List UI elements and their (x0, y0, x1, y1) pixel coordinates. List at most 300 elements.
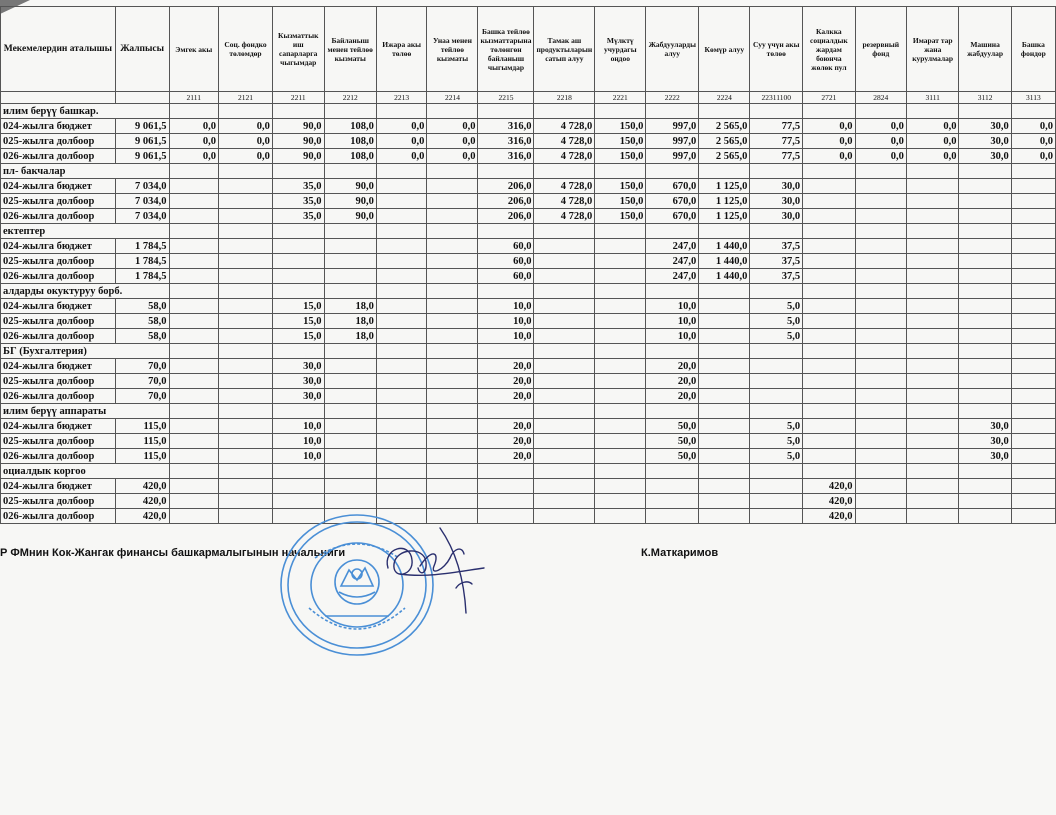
value-cell: 90,0 (272, 134, 324, 149)
empty-cell (534, 284, 595, 299)
value-cell (699, 374, 750, 389)
value-cell: 30,0 (959, 449, 1011, 464)
value-cell (906, 419, 959, 434)
value-cell (376, 359, 427, 374)
value-cell (1011, 314, 1055, 329)
value-cell (376, 254, 427, 269)
column-code: 3112 (959, 92, 1011, 104)
empty-cell (959, 164, 1011, 179)
value-cell: 0,0 (906, 149, 959, 164)
value-cell (855, 194, 906, 209)
empty-cell (1011, 464, 1055, 479)
row-label: 024-жылга бюджет (1, 179, 116, 194)
value-cell (855, 434, 906, 449)
value-cell (169, 329, 219, 344)
total-cell: 1 784,5 (115, 269, 169, 284)
table-row (1, 299, 1056, 314)
column-code: 2224 (699, 92, 750, 104)
empty-cell (272, 284, 324, 299)
empty-cell (427, 404, 478, 419)
section-title: алдарды окуктуруу борб. (1, 284, 170, 299)
column-code: 2221 (595, 92, 646, 104)
value-cell: 20,0 (646, 374, 699, 389)
value-cell (219, 389, 273, 404)
column-header: Башка фондор (1011, 7, 1055, 92)
value-cell (427, 254, 478, 269)
column-code: 2721 (803, 92, 855, 104)
value-cell: 150,0 (595, 209, 646, 224)
value-cell (324, 389, 376, 404)
value-cell (376, 314, 427, 329)
column-code: 2212 (324, 92, 376, 104)
section-title: БГ (Бухгалтерия) (1, 344, 170, 359)
empty-cell (169, 344, 219, 359)
value-cell: 60,0 (478, 269, 534, 284)
empty-cell (219, 224, 273, 239)
value-cell (324, 419, 376, 434)
column-code: 3113 (1011, 92, 1055, 104)
value-cell: 1 125,0 (699, 209, 750, 224)
empty-cell (646, 344, 699, 359)
value-cell (906, 479, 959, 494)
value-cell (803, 209, 855, 224)
value-cell (324, 254, 376, 269)
column-header: Имарат тар жана курулмалар (906, 7, 959, 92)
value-cell (324, 239, 376, 254)
value-cell: 997,0 (646, 119, 699, 134)
total-cell: 9 061,5 (115, 119, 169, 134)
row-label: 025-жылга долбоор (1, 254, 116, 269)
value-cell (855, 314, 906, 329)
empty-cell (478, 344, 534, 359)
value-cell (324, 494, 376, 509)
empty-cell (534, 104, 595, 119)
value-cell: 0,0 (169, 134, 219, 149)
empty-cell (906, 464, 959, 479)
value-cell: 10,0 (646, 329, 699, 344)
value-cell (427, 209, 478, 224)
value-cell (169, 239, 219, 254)
value-cell (534, 359, 595, 374)
table-row (1, 479, 1056, 494)
value-cell (595, 269, 646, 284)
value-cell (169, 194, 219, 209)
official-title: Р ФМнин Кок-Жангак финансы башкармалыгынын начальниги (0, 547, 346, 559)
value-cell (699, 359, 750, 374)
value-cell (376, 479, 427, 494)
value-cell: 30,0 (750, 179, 803, 194)
value-cell: 30,0 (272, 389, 324, 404)
value-cell: 0,0 (803, 149, 855, 164)
value-cell (169, 389, 219, 404)
value-cell (534, 269, 595, 284)
total-cell: 70,0 (115, 374, 169, 389)
total-cell: 58,0 (115, 329, 169, 344)
column-header: Эмгек акы (169, 7, 219, 92)
value-cell: 1 440,0 (699, 269, 750, 284)
value-cell (906, 509, 959, 524)
value-cell: 0,0 (906, 134, 959, 149)
value-cell: 20,0 (478, 359, 534, 374)
column-code (1, 92, 116, 104)
value-cell (906, 449, 959, 464)
value-cell (219, 269, 273, 284)
value-cell (272, 239, 324, 254)
value-cell: 77,5 (750, 134, 803, 149)
empty-cell (750, 164, 803, 179)
value-cell: 0,0 (169, 119, 219, 134)
row-label: 025-жылга долбоор (1, 194, 116, 209)
value-cell (219, 449, 273, 464)
empty-cell (906, 104, 959, 119)
empty-cell (427, 164, 478, 179)
value-cell: 420,0 (803, 509, 855, 524)
empty-cell (376, 344, 427, 359)
value-cell (595, 419, 646, 434)
row-label: 025-жылга долбоор (1, 134, 116, 149)
value-cell: 18,0 (324, 329, 376, 344)
value-cell: 0,0 (855, 134, 906, 149)
value-cell (478, 479, 534, 494)
value-cell (906, 494, 959, 509)
value-cell: 997,0 (646, 149, 699, 164)
value-cell (534, 299, 595, 314)
value-cell: 4 728,0 (534, 209, 595, 224)
empty-cell (959, 464, 1011, 479)
empty-cell (959, 284, 1011, 299)
value-cell: 0,0 (855, 149, 906, 164)
empty-cell (855, 404, 906, 419)
empty-cell (803, 284, 855, 299)
value-cell (906, 209, 959, 224)
value-cell: 20,0 (646, 389, 699, 404)
value-cell (855, 299, 906, 314)
value-cell (959, 374, 1011, 389)
value-cell (855, 359, 906, 374)
value-cell (272, 494, 324, 509)
empty-cell (855, 464, 906, 479)
value-cell: 5,0 (750, 314, 803, 329)
value-cell (169, 434, 219, 449)
value-cell: 90,0 (324, 194, 376, 209)
value-cell: 10,0 (478, 314, 534, 329)
value-cell (376, 434, 427, 449)
empty-cell (750, 464, 803, 479)
value-cell (646, 509, 699, 524)
empty-cell (324, 284, 376, 299)
value-cell (427, 269, 478, 284)
value-cell (272, 254, 324, 269)
value-cell: 2 565,0 (699, 119, 750, 134)
total-cell: 1 784,5 (115, 254, 169, 269)
column-header: Байланыш менен тейлөө кызматы (324, 7, 376, 92)
value-cell: 10,0 (646, 314, 699, 329)
value-cell (219, 179, 273, 194)
value-cell (699, 299, 750, 314)
row-label: 026-жылга долбоор (1, 269, 116, 284)
value-cell (595, 479, 646, 494)
value-cell (478, 494, 534, 509)
row-label: 025-жылга долбоор (1, 434, 116, 449)
value-cell (595, 359, 646, 374)
value-cell (219, 374, 273, 389)
row-label: 026-жылга долбоор (1, 209, 116, 224)
empty-cell (906, 344, 959, 359)
value-cell (427, 479, 478, 494)
table-row (1, 449, 1056, 464)
value-cell (699, 494, 750, 509)
total-cell: 7 034,0 (115, 194, 169, 209)
value-cell (803, 314, 855, 329)
value-cell (699, 419, 750, 434)
value-cell (959, 479, 1011, 494)
value-cell: 0,0 (803, 119, 855, 134)
value-cell (169, 299, 219, 314)
empty-cell (959, 104, 1011, 119)
value-cell (803, 449, 855, 464)
value-cell (1011, 269, 1055, 284)
table-row (1, 209, 1056, 224)
value-cell (959, 389, 1011, 404)
empty-cell (324, 464, 376, 479)
total-cell: 420,0 (115, 479, 169, 494)
empty-cell (534, 404, 595, 419)
value-cell (855, 389, 906, 404)
value-cell: 2 565,0 (699, 149, 750, 164)
empty-cell (699, 104, 750, 119)
value-cell (803, 374, 855, 389)
column-header: Тамак аш продуктыларын сатып алуу (534, 7, 595, 92)
value-cell: 0,0 (376, 149, 427, 164)
value-cell (427, 419, 478, 434)
value-cell (855, 494, 906, 509)
empty-cell (595, 404, 646, 419)
value-cell (534, 494, 595, 509)
empty-cell (534, 164, 595, 179)
value-cell (169, 374, 219, 389)
total-cell: 7 034,0 (115, 209, 169, 224)
empty-cell (959, 344, 1011, 359)
value-cell: 0,0 (427, 149, 478, 164)
value-cell: 150,0 (595, 149, 646, 164)
value-cell (324, 434, 376, 449)
value-cell (906, 389, 959, 404)
value-cell: 30,0 (959, 149, 1011, 164)
value-cell: 30,0 (959, 119, 1011, 134)
value-cell (803, 269, 855, 284)
value-cell (855, 209, 906, 224)
value-cell (959, 509, 1011, 524)
column-header: Соц. фондко төлөмдөр (219, 7, 273, 92)
empty-cell (272, 404, 324, 419)
value-cell (376, 209, 427, 224)
value-cell (219, 299, 273, 314)
value-cell (272, 479, 324, 494)
value-cell (219, 239, 273, 254)
value-cell (427, 299, 478, 314)
empty-cell (1011, 104, 1055, 119)
value-cell: 30,0 (750, 209, 803, 224)
column-header: резервный фонд (855, 7, 906, 92)
total-cell: 420,0 (115, 494, 169, 509)
column-header: Калкка социалдык жардам боюнча жөлөк пул (803, 7, 855, 92)
empty-cell (376, 224, 427, 239)
value-cell (534, 389, 595, 404)
value-cell: 20,0 (478, 419, 534, 434)
value-cell: 77,5 (750, 149, 803, 164)
empty-cell (855, 104, 906, 119)
value-cell (906, 194, 959, 209)
value-cell: 50,0 (646, 449, 699, 464)
column-header: Жалпысы (115, 7, 169, 92)
total-cell: 420,0 (115, 509, 169, 524)
table-row (1, 149, 1056, 164)
value-cell (595, 329, 646, 344)
value-cell (803, 254, 855, 269)
value-cell: 150,0 (595, 119, 646, 134)
value-cell: 670,0 (646, 194, 699, 209)
empty-cell (272, 224, 324, 239)
value-cell (534, 254, 595, 269)
value-cell: 0,0 (803, 134, 855, 149)
value-cell: 10,0 (272, 419, 324, 434)
value-cell (803, 299, 855, 314)
empty-cell (855, 164, 906, 179)
value-cell: 30,0 (272, 359, 324, 374)
value-cell: 90,0 (272, 149, 324, 164)
value-cell (376, 374, 427, 389)
empty-cell (646, 104, 699, 119)
empty-cell (646, 464, 699, 479)
value-cell (750, 509, 803, 524)
column-code: 22311100 (750, 92, 803, 104)
empty-cell (534, 464, 595, 479)
value-cell (595, 434, 646, 449)
value-cell (169, 494, 219, 509)
value-cell (750, 389, 803, 404)
value-cell (219, 419, 273, 434)
value-cell (906, 329, 959, 344)
empty-cell (272, 344, 324, 359)
total-cell: 9 061,5 (115, 134, 169, 149)
empty-cell (169, 224, 219, 239)
empty-cell (803, 224, 855, 239)
total-cell: 70,0 (115, 359, 169, 374)
value-cell (534, 314, 595, 329)
table-row (1, 359, 1056, 374)
empty-cell (595, 284, 646, 299)
value-cell (595, 299, 646, 314)
value-cell (376, 389, 427, 404)
column-header: Көмүр алуу (699, 7, 750, 92)
value-cell (959, 299, 1011, 314)
empty-cell (699, 164, 750, 179)
value-cell: 10,0 (272, 434, 324, 449)
value-cell (855, 269, 906, 284)
empty-cell (478, 464, 534, 479)
value-cell: 60,0 (478, 239, 534, 254)
section-row (1, 404, 1056, 419)
column-header: Ижара акы төлөө (376, 7, 427, 92)
value-cell (1011, 359, 1055, 374)
value-cell (219, 209, 273, 224)
value-cell (803, 359, 855, 374)
empty-cell (478, 284, 534, 299)
value-cell (750, 479, 803, 494)
empty-cell (219, 404, 273, 419)
value-cell: 90,0 (272, 119, 324, 134)
value-cell (427, 374, 478, 389)
value-cell (906, 254, 959, 269)
value-cell (595, 254, 646, 269)
value-cell: 0,0 (219, 134, 273, 149)
value-cell (376, 419, 427, 434)
value-cell (699, 479, 750, 494)
value-cell (376, 449, 427, 464)
value-cell: 20,0 (478, 389, 534, 404)
total-cell: 1 784,5 (115, 239, 169, 254)
table-row (1, 254, 1056, 269)
value-cell: 0,0 (906, 119, 959, 134)
value-cell: 5,0 (750, 419, 803, 434)
empty-cell (699, 404, 750, 419)
value-cell: 247,0 (646, 269, 699, 284)
value-cell: 35,0 (272, 209, 324, 224)
value-cell (1011, 239, 1055, 254)
value-cell: 150,0 (595, 179, 646, 194)
value-cell (534, 449, 595, 464)
value-cell: 5,0 (750, 434, 803, 449)
row-label: 026-жылга долбоор (1, 509, 116, 524)
table-row (1, 269, 1056, 284)
column-header: Машина жабдуулар (959, 7, 1011, 92)
row-label: 025-жылга долбоор (1, 494, 116, 509)
total-cell: 115,0 (115, 419, 169, 434)
value-cell (376, 269, 427, 284)
row-label: 026-жылга долбоор (1, 329, 116, 344)
empty-cell (1011, 344, 1055, 359)
value-cell: 18,0 (324, 299, 376, 314)
value-cell (169, 314, 219, 329)
empty-cell (219, 164, 273, 179)
column-header: Жабдууларды алуу (646, 7, 699, 92)
empty-cell (803, 404, 855, 419)
value-cell (534, 239, 595, 254)
value-cell: 30,0 (750, 194, 803, 209)
column-code (115, 92, 169, 104)
value-cell (534, 419, 595, 434)
value-cell (959, 194, 1011, 209)
value-cell: 420,0 (803, 494, 855, 509)
value-cell: 4 728,0 (534, 134, 595, 149)
total-cell: 9 061,5 (115, 149, 169, 164)
value-cell (646, 494, 699, 509)
empty-cell (646, 224, 699, 239)
empty-cell (750, 344, 803, 359)
value-cell (169, 509, 219, 524)
value-cell: 0,0 (376, 134, 427, 149)
value-cell: 0,0 (427, 134, 478, 149)
value-cell (595, 374, 646, 389)
value-cell (1011, 494, 1055, 509)
row-label: 024-жылга бюджет (1, 419, 116, 434)
value-cell: 206,0 (478, 194, 534, 209)
value-cell (855, 419, 906, 434)
empty-cell (427, 284, 478, 299)
value-cell (595, 314, 646, 329)
empty-cell (646, 284, 699, 299)
value-cell (427, 239, 478, 254)
